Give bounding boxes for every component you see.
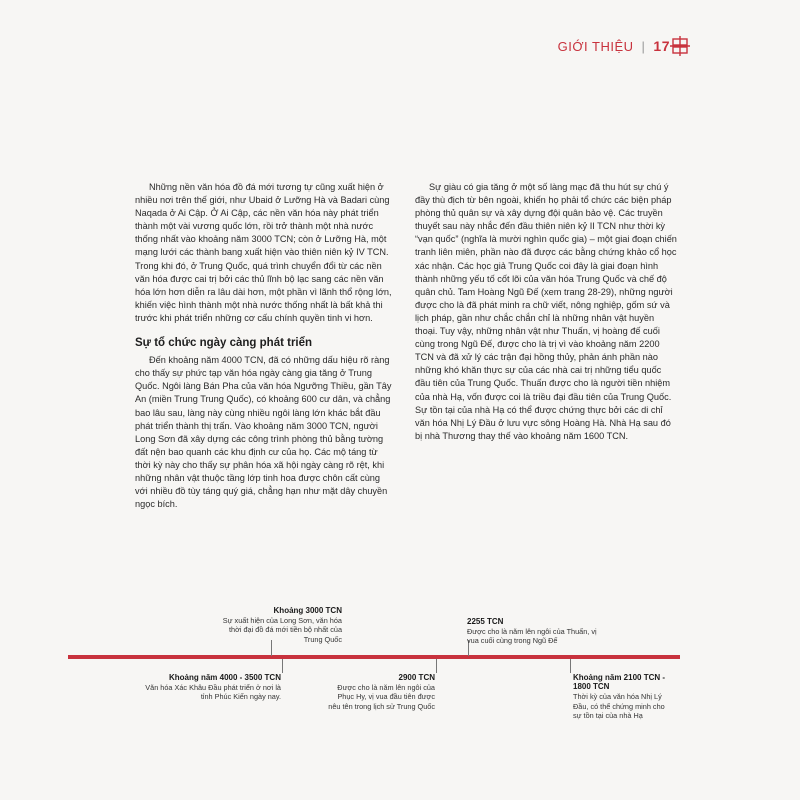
event-text: Được cho là năm lên ngôi của Thuấn, vị vua cuối cùng trong Ngũ Đế bbox=[467, 627, 597, 646]
event-text: Thời kỳ của văn hóa Nhị Lý Đầu, có thể chứng minh cho sự tồn tại của nhà Hạ bbox=[573, 692, 665, 720]
right-column bbox=[415, 181, 677, 443]
timeline-tick bbox=[282, 659, 283, 673]
event-date: Khoảng năm 2100 TCN - 1800 TCN bbox=[573, 673, 666, 692]
timeline-tick bbox=[436, 659, 437, 673]
timeline-event bbox=[573, 673, 675, 720]
section-heading: Sự tổ chức ngày càng phát triển bbox=[135, 337, 313, 350]
event-date: 2255 TCN bbox=[467, 617, 504, 626]
chinese-character-icon bbox=[670, 36, 690, 56]
event-text: Văn hóa Xác Khâu Đầu phát triển ở nơi là tỉnh Phúc Kiến ngày nay. bbox=[145, 683, 281, 702]
page-header bbox=[558, 38, 670, 54]
timeline-event bbox=[326, 673, 435, 711]
section-title: GIỚI THIỆU bbox=[557, 38, 634, 54]
timeline-line bbox=[68, 655, 680, 659]
timeline-tick bbox=[570, 659, 571, 673]
body-paragraph: Đến khoảng năm 4000 TCN, đã có những dấu hiệu rõ ràng cho thấy sự phức tạp văn hóa ngày càng gia tăng ở Trung Quốc. Ngôi làng Bán Pha của văn hóa Ngưỡng Thiều, gần Tây An (miền Trung Trung Quốc), có khoảng 600 cư dân, và chẳng bao lâu sau, làng này cùng nhiều ngôi làng lớn khác bắt đầu phát triển thành thị trấn. Vào khoảng năm 3000 TCN, người Long Sơn đã xây dựng các công trình phòng thủ bằng tường đất nện bao quanh các khu định cư của họ. Các mộ táng từ thời kỳ này cho thấy sự phân hóa xã hội ngày càng rõ rệt, khi những nhân vật thuộc tầng lớp tinh hoa được chôn cất cùng với nhiều đồ tùy táng quý giá, chẳng hạn như mặt dây chuyền ngọc bích. bbox=[135, 355, 392, 510]
event-date: Khoảng 3000 TCN bbox=[273, 606, 342, 615]
timeline-event bbox=[467, 617, 607, 646]
timeline-event bbox=[218, 606, 342, 644]
event-text: Được cho là năm lên ngôi của Phục Hy, vị vua đầu tiên được nêu tên trong lịch sử Trung Quốc bbox=[328, 683, 435, 711]
page-number: 17 bbox=[653, 38, 670, 54]
body-paragraph: Những nền văn hóa đồ đá mới tương tự cũng xuất hiện ở nhiều nơi trên thế giới, như Ubaid ở Lưỡng Hà và Badari cùng Naqada ở Ai Cập. Ở Ai Cập, các nền văn hóa này phát triển thành một vài vương quốc lớn, rồi trở thành một nhà nước thống nhất vào khoảng năm 3000 TCN; còn ở Lưỡng Hà, một mạng lưới các thành bang xuất hiện vào thiên niên kỷ IV TCN. Trong khi đó, ở Trung Quốc, quá trình chuyển đổi từ các nền văn hóa được cai trị bởi các thủ lĩnh bộ lạc sang các nền văn hóa lớn hơn diễn ra lâu dài hơn, một phần vì lãnh thổ rộng lớn, khiến việc hình thành một nhà nước thống nhất là bất khả thi trước khi phát triển những cơ cấu chính quyền tinh vi hơn. bbox=[135, 182, 392, 323]
body-paragraph: Sự giàu có gia tăng ở một số làng mạc đã thu hút sự chú ý đầy thù địch từ bên ngoài, khiến họ phải tổ chức các biện pháp phòng thủ quân sự và xây dựng đội quân bảo vệ. Các truyền thuyết sau này nhắc đến đầu thiên niên kỷ II TCN như thời kỳ “vạn quốc” (nghĩa là mười nghìn quốc gia) – một giai đoạn chiến tranh liên miên, phần nào đã được các bằng chứng khảo cổ học xác nhận. Các học giả Trung Quốc coi đây là giai đoạn hình thành những yếu tố cốt lõi của văn hóa Trung Quốc và chế độ quân chủ. Tam Hoàng Ngũ Đế (xem trang 28-29), những người được cho là đã phát minh ra chữ viết, nông nghiệp, gốm sứ và lịch pháp, gần như chắc chắn chỉ là những nhân vật huyền thoại. Tuy vậy, những nhân vật như Thuấn, vị hoàng đế cuối cùng trong Ngũ Đế, được cho là trị vì vào khoảng năm 2200 TCN và đã xử lý các trận đại hồng thủy, phản ánh phần nào những khó khăn thực sự của các nhà cai trị những tiểu quốc đầu tiên của Trung Quốc. Thuấn được cho là người tiền nhiệm của nhà Hạ, vốn được coi là triều đại đầu tiên của Trung Quốc. Sự tồn tại của nhà Hạ có thể được chứng thực bởi các di chỉ văn hóa Nhị Lý Đầu ở lưu vực sông Hoàng Hà. Nhà Hạ sau đó bị nhà Thương thay thế vào khoảng năm 1600 TCN. bbox=[415, 182, 677, 441]
event-date: 2900 TCN bbox=[398, 673, 435, 682]
left-column bbox=[135, 181, 393, 511]
event-text: Sự xuất hiện của Long Sơn, văn hóa thời đại đồ đá mới tiền bộ nhất của Trung Quốc bbox=[222, 616, 342, 644]
header-separator: | bbox=[641, 38, 646, 54]
timeline-event bbox=[140, 673, 281, 702]
event-date: Khoảng năm 4000 - 3500 TCN bbox=[168, 673, 281, 682]
